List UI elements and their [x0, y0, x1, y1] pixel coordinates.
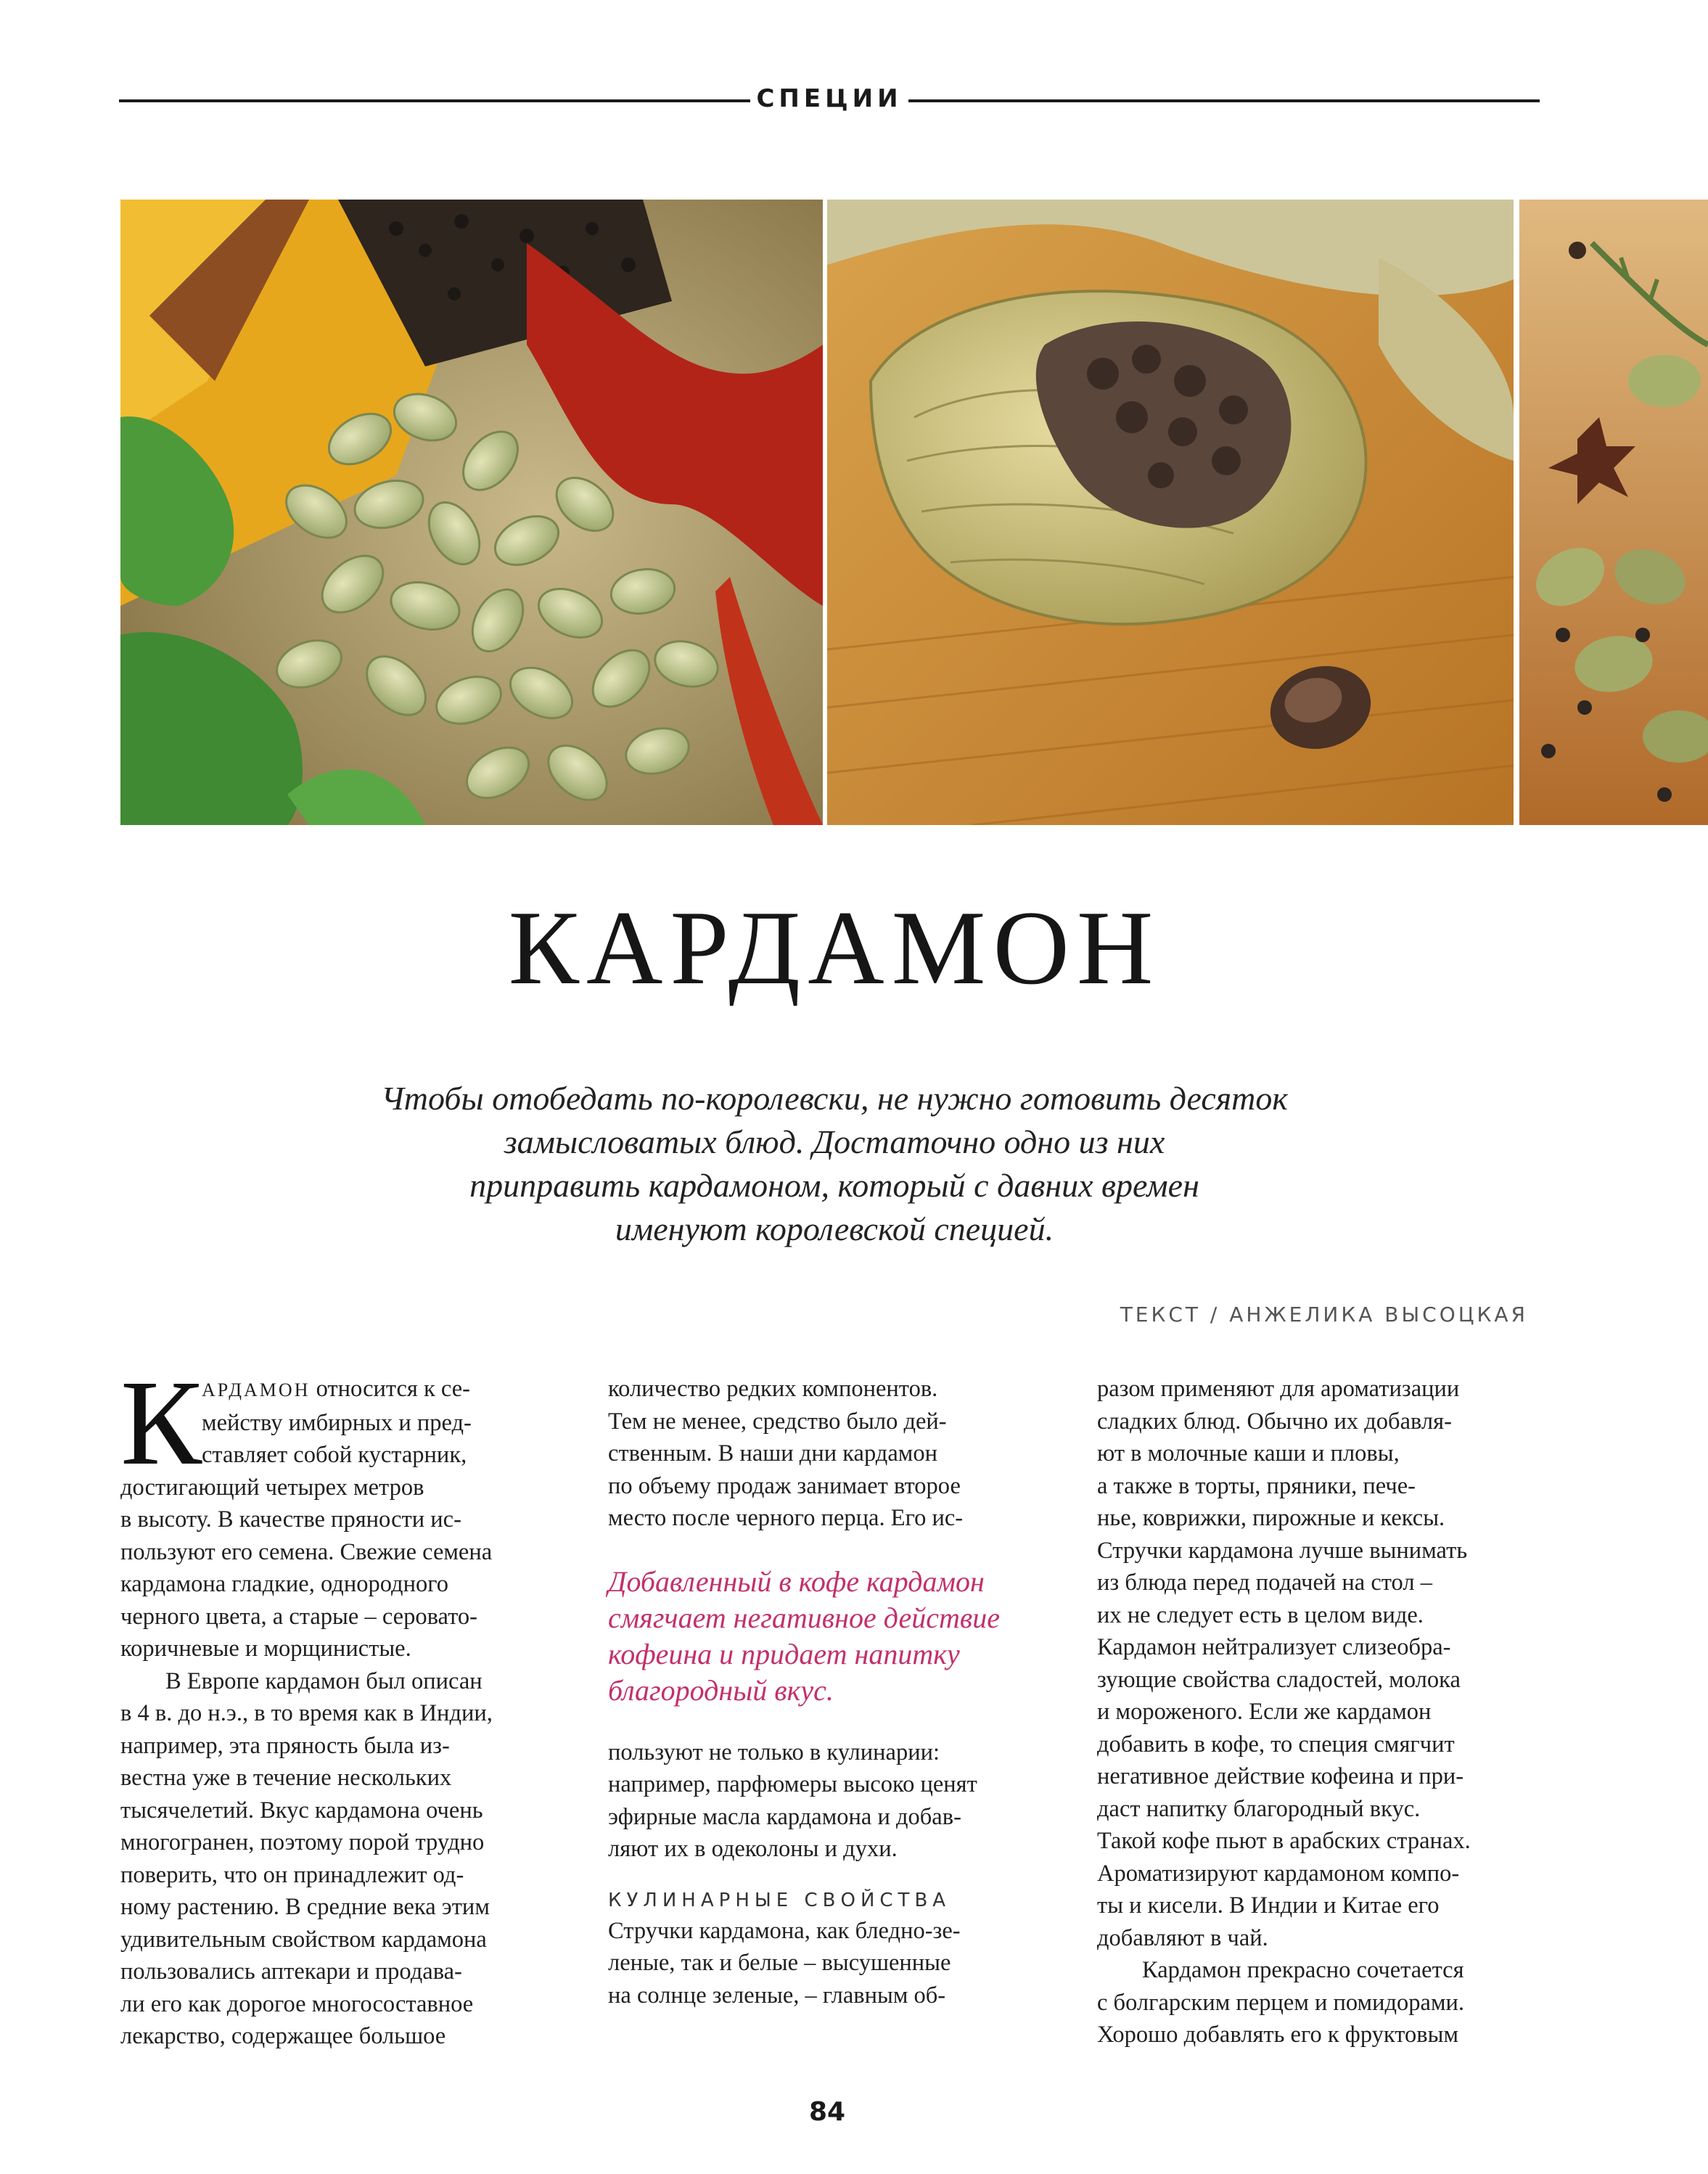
body-line: например, парфюмеры высоко ценят	[608, 1771, 977, 1797]
body-line: по объему продаж занимает второе	[608, 1472, 961, 1499]
lead-line: именуют королевской специей.	[615, 1210, 1054, 1247]
spices-mix-photo	[120, 200, 823, 825]
article-title: КАРДАМОН	[508, 889, 1161, 1006]
body-line: удивительным свойством кардамона	[120, 1926, 487, 1953]
article-lead	[290, 1077, 1379, 1251]
body-line: сладких блюд. Обычно их добавля-	[1097, 1408, 1452, 1435]
body-line: ты и кисели. В Индии и Китае его	[1097, 1892, 1440, 1919]
body-line: пользуют его семена. Свежие семена	[120, 1538, 493, 1565]
body-line: коричневые и морщинистые.	[120, 1636, 411, 1662]
body-line: с болгарским перцем и помидорами.	[1097, 1989, 1465, 2016]
body-line: Кардамон прекрасно сочетается	[1142, 1957, 1464, 1983]
drop-cap: К	[120, 1355, 202, 1490]
body-line: на солнце зеленые, – главным об-	[608, 1982, 946, 2009]
byline: ТЕКСТ / АНЖЕЛИКА ВЫСОЦКАЯ	[1120, 1303, 1528, 1326]
body-line: количество редких компонентов.	[608, 1376, 938, 1402]
body-line: многогранен, поэтому порой трудно	[120, 1829, 485, 1855]
header-rule-left	[119, 99, 750, 102]
body-line: негативное действие кофеина и при-	[1097, 1763, 1464, 1789]
text-column-3	[1097, 1373, 1532, 2051]
body-line: добавляют в чай.	[1097, 1924, 1268, 1951]
body-line: а также в торты, пряники, пече-	[1097, 1472, 1416, 1499]
first-word-caps: АРДАМОН	[202, 1379, 311, 1400]
body-line: в высоту. В качестве пряности ис-	[120, 1506, 461, 1533]
body-line: Тем не менее, средство было дей-	[608, 1408, 947, 1435]
body-line: добавить в кофе, то специя смягчит	[1097, 1731, 1455, 1757]
body-line: Ароматизируют кардамоном компо-	[1097, 1860, 1460, 1887]
body-line: тысячелетий. Вкус кардамона очень	[120, 1797, 483, 1824]
body-line: ставляет собой кустарник,	[202, 1442, 467, 1468]
body-line: лекарство, содержащее большое	[120, 2023, 446, 2049]
body-line: ному растению. В средние века этим	[120, 1894, 490, 1920]
body-line: в 4 в. до н.э., в то время как в Индии,	[120, 1700, 493, 1726]
body-line: поверить, что он принадлежит од-	[120, 1861, 464, 1888]
body-line: леные, так и белые – высушенные	[608, 1950, 951, 1976]
body-line: пользуют не только в кулинарии:	[608, 1739, 940, 1765]
body-line: ственным. В наши дни кардамон	[608, 1440, 937, 1467]
body-line: ют в молочные каши и пловы,	[1097, 1440, 1400, 1467]
body-line: их не следует есть в целом виде.	[1097, 1601, 1424, 1628]
body-line: и мороженого. Если же кардамон	[1097, 1699, 1432, 1725]
lead-line: приправить кардамоном, который с давних времен	[469, 1167, 1199, 1204]
body-line: кардамона гладкие, однородного	[120, 1571, 448, 1597]
lead-line: Чтобы отобедать по-королевски, не нужно готовить десяток	[381, 1080, 1288, 1117]
body-line: место после черного перца. Его ис-	[608, 1505, 964, 1531]
body-line: Стручки кардамона лучше вынимать	[1097, 1537, 1468, 1564]
body-line: пользовались аптекари и продава-	[120, 1958, 462, 1985]
section-label: СПЕЦИИ	[756, 84, 903, 113]
cardamom-pod-photo	[827, 200, 1514, 825]
body-line: Кардамон нейтрализует слизеобра-	[1097, 1634, 1451, 1660]
star-anise-photo	[1519, 200, 1708, 825]
page-number: 84	[808, 2097, 846, 2127]
body-line-rest: относится к се-	[310, 1376, 470, 1402]
body-line: из блюда перед подачей на стол –	[1097, 1570, 1432, 1596]
pull-quote-line: Добавленный в кофе кардамон	[608, 1564, 985, 1598]
body-line: разом применяют для ароматизации	[1097, 1376, 1460, 1402]
body-line: Стручки кардамона, как бледно-зе-	[608, 1917, 961, 1944]
body-line: черного цвета, а старые – серовато-	[120, 1603, 477, 1630]
pull-quote-line: кофеина и придает напитку	[608, 1637, 960, 1670]
section-subhead: КУЛИНАРНЫЕ СВОЙСТВА	[608, 1889, 951, 1911]
body-line: даст напитку благородный вкус.	[1097, 1795, 1421, 1822]
text-column-2	[608, 1373, 1043, 2011]
body-line: ляют их в одеколоны и духи.	[608, 1836, 898, 1862]
body-line: ли его как дорогое многосоставное	[120, 1990, 474, 2017]
lead-line: замысловатых блюд. Достаточно одно из них	[504, 1123, 1165, 1160]
pull-quote	[608, 1564, 1043, 1709]
body-line: например, эта пряность была из-	[120, 1732, 450, 1759]
body-line: зующие свойства сладостей, молока	[1097, 1666, 1461, 1693]
body-line: мейству имбирных и пред-	[202, 1409, 472, 1436]
body-line: В Европе кардамон был описан	[165, 1668, 483, 1694]
pull-quote-line: благородный вкус.	[608, 1673, 834, 1707]
body-line: Такой кофе пьют в арабских странах.	[1097, 1828, 1471, 1854]
pull-quote-line: смягчает негативное действие	[608, 1601, 1000, 1634]
text-column-1	[120, 1355, 556, 2053]
header-rule-right	[908, 99, 1540, 102]
body-line: эфирные масла кардамона и добав-	[608, 1803, 961, 1830]
body-line: вестна уже в течение нескольких	[120, 1765, 452, 1791]
body-line: достигающий четырех метров	[120, 1474, 424, 1501]
body-line: нье, коврижки, пирожные и кексы.	[1097, 1505, 1445, 1531]
body-line: Хорошо добавлять его к фруктовым	[1097, 2022, 1459, 2048]
